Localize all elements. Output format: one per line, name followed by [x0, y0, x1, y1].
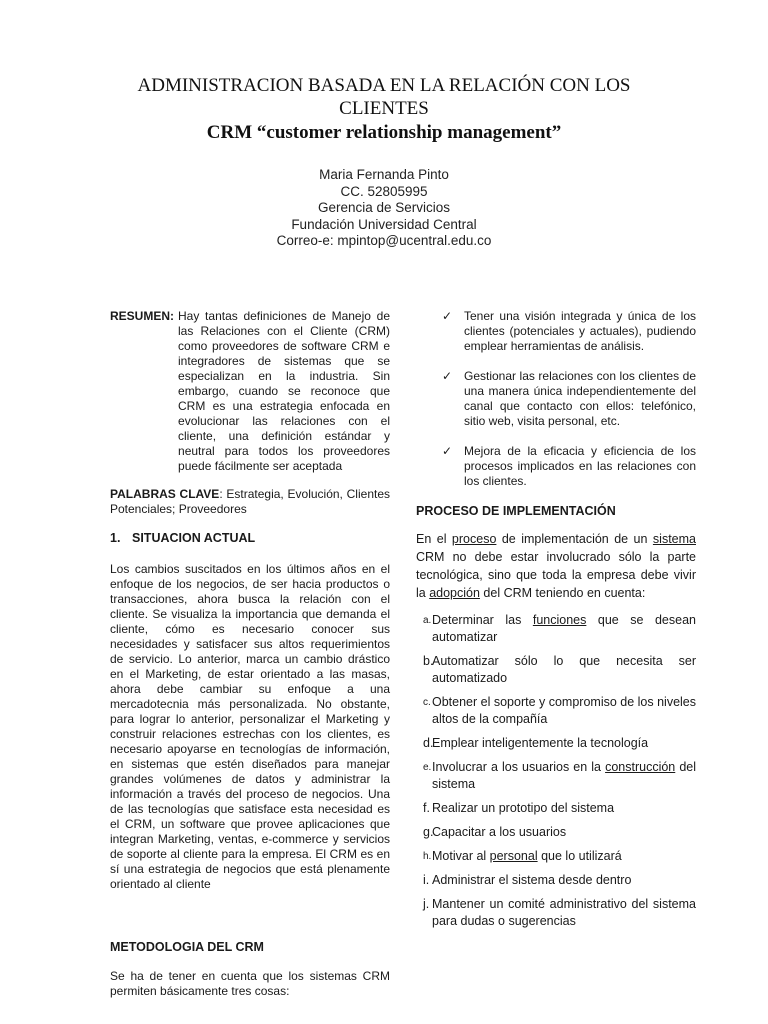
section-heading-situacion: [110, 531, 390, 546]
section-title: SITUACION ACTUAL: [132, 531, 256, 545]
paper-title: [60, 74, 708, 120]
implementation-steps: [416, 612, 696, 930]
link-funciones[interactable]: funciones: [532, 613, 587, 627]
step-key: a.: [423, 615, 432, 626]
check-item-text: Gestionar las relaciones con los clientes de una manera única independientemente del canal que contacto con ellos: telefónico, sitio web, visita personal, etc.: [464, 369, 696, 428]
abstract-label: RESUMEN:: [110, 309, 175, 323]
step-key: f.: [423, 801, 430, 815]
step-text: [432, 612, 696, 646]
author-name: Maria Fernanda Pinto: [319, 167, 449, 182]
text-run: Motivar al: [432, 849, 490, 863]
text-run: del CRM teniendo en cuenta:: [479, 586, 646, 600]
step-e: [423, 759, 696, 793]
check-item-text: Tener una visión integrada y única de los clientes (potenciales y actuales), pudiendo emplear herramientas de análisis.: [464, 309, 696, 353]
step-b: [423, 653, 696, 687]
link-personal[interactable]: personal: [489, 849, 538, 863]
author-department: Gerencia de Servicios: [317, 200, 451, 215]
text-run: de implementación de un: [496, 532, 653, 546]
step-key: g.: [423, 825, 434, 839]
step-key: j.: [423, 897, 430, 911]
author-organization: Fundación Universidad Central: [291, 216, 477, 232]
step-text: Realizar un prototipo del sistema: [432, 801, 615, 815]
text-run: del sistema: [432, 760, 697, 791]
step-key: c.: [423, 697, 431, 708]
step-key: h.: [423, 851, 432, 862]
proceso-intro: [416, 530, 696, 602]
check-item-text: Mejora de la eficacia y eficiencia de los procesos implicados en las relaciones con los clientes.: [464, 444, 696, 488]
link-proceso[interactable]: proceso: [451, 532, 497, 546]
paper-subtitle: CRM “customer relationship management”: [206, 122, 562, 143]
section-situacion-text: Los cambios suscitados en los últimos años en el enfoque de los negocios, de ser hacia productos o transacciones, ahora busca la relación con el cliente. Se visualiza la importancia que demanda el cliente, cómo es necesario conocer sus necesidades y satisfacer sus altos requerimientos de servicio. Lo anterior, marca un cambio drástico en el Marketing, de estar orientado a las masas, ahora debe cambiar su enfoque a una mercadotecnia más personalizada. No obstante, para lograr lo anterior, personalizar el Marketing y construir relaciones estrechas con los clientes, es necesario apoyarse en tecnologías de información, en sistemas que estén diseñados para manejar grandes volúmenes de datos y administrar la información a través del proceso de negocios. Una de las tecnologías que satisface esta necesidad es el CRM, un software que provee aplicaciones que integran Marketing, ventas, e-commerce y servicios de soporte al cliente para la empresa. El CRM es en sí una estrategia de negocios que está plenamente orientado al cliente: [110, 562, 390, 891]
text-run: que lo utilizará: [537, 849, 622, 863]
link-sistema[interactable]: sistema: [652, 532, 696, 546]
title-line-2: CLIENTES: [339, 98, 429, 119]
step-key: i.: [423, 873, 430, 887]
text-run: Involucrar a los usuarios en la: [432, 760, 606, 774]
check-item: [416, 309, 696, 354]
step-text: Automatizar sólo lo que necesita ser automatizado: [432, 654, 696, 685]
text-run: que se desean automatizar: [432, 613, 696, 644]
keywords: [110, 487, 390, 517]
step-text: Administrar el sistema desde dentro: [432, 873, 632, 887]
link-adopcion[interactable]: adopción: [429, 586, 480, 600]
checkmark-icon: ✓: [442, 369, 453, 383]
left-column: [110, 309, 390, 999]
section-heading-metodologia: METODOLOGIA DEL CRM: [110, 940, 264, 954]
link-construccion[interactable]: construcción: [605, 760, 676, 774]
step-c: [423, 694, 696, 728]
check-item: [416, 369, 696, 429]
abstract: [110, 309, 390, 474]
step-key: e.: [423, 762, 432, 773]
step-text: [432, 759, 696, 793]
text-run: CRM no debe estar involucrado sólo la parte tecnológica, sino que toda la empresa debe vivir la: [416, 550, 696, 600]
author-email: Correo-e: mpintop@ucentral.edu.co: [276, 233, 492, 248]
author-block: [160, 167, 608, 250]
step-i: [423, 872, 696, 889]
step-key: d.: [423, 736, 434, 750]
right-column: [416, 309, 696, 937]
text-run: En el: [416, 532, 452, 546]
step-text: Emplear inteligentemente la tecnología: [432, 736, 649, 750]
check-item: [416, 444, 696, 489]
text-run: Determinar las: [432, 613, 533, 627]
step-h: [423, 848, 696, 865]
checkmark-icon: ✓: [442, 444, 453, 458]
author-id: CC. 52805995: [340, 183, 428, 199]
step-d: [423, 735, 696, 752]
step-text: [432, 848, 696, 865]
title-line-1: ADMINISTRACION BASADA EN LA RELACIÓN CON LOS: [137, 75, 631, 96]
section-heading-proceso: PROCESO DE IMPLEMENTACIÓN: [416, 504, 616, 518]
checkmark-icon: ✓: [442, 309, 453, 323]
abstract-text: Hay tantas definiciones de Manejo de las Relaciones con el Cliente (CRM) como proveedores de software CRM e integradores de sistemas que se especializan en la industria. Sin embargo, cuando se reconoce que CRM es una estrategia enfocada en evolucionar las relaciones con el cliente, una definición estándar y neutral para todos los proveedores puede fácilmente ser aceptada: [178, 309, 390, 473]
step-text: Obtener el soporte y compromiso de los niveles altos de la compañía: [432, 695, 697, 726]
step-f: [423, 800, 696, 817]
section-number: 1.: [110, 531, 121, 545]
step-a: [423, 612, 696, 646]
step-g: [423, 824, 696, 841]
step-text: Mantener un comité administrativo del sistema para dudas o sugerencias: [432, 897, 696, 928]
keywords-text: : Estrategia, Evolución, Clientes Potenciales; Proveedores: [110, 487, 390, 516]
step-j: [423, 896, 696, 930]
step-key: b.: [423, 654, 434, 668]
section-metodologia-text: Se ha de tener en cuenta que los sistemas CRM permiten básicamente tres cosas:: [110, 969, 390, 998]
step-text: Capacitar a los usuarios: [432, 825, 567, 839]
keywords-label: PALABRAS CLAVE: [110, 487, 220, 501]
